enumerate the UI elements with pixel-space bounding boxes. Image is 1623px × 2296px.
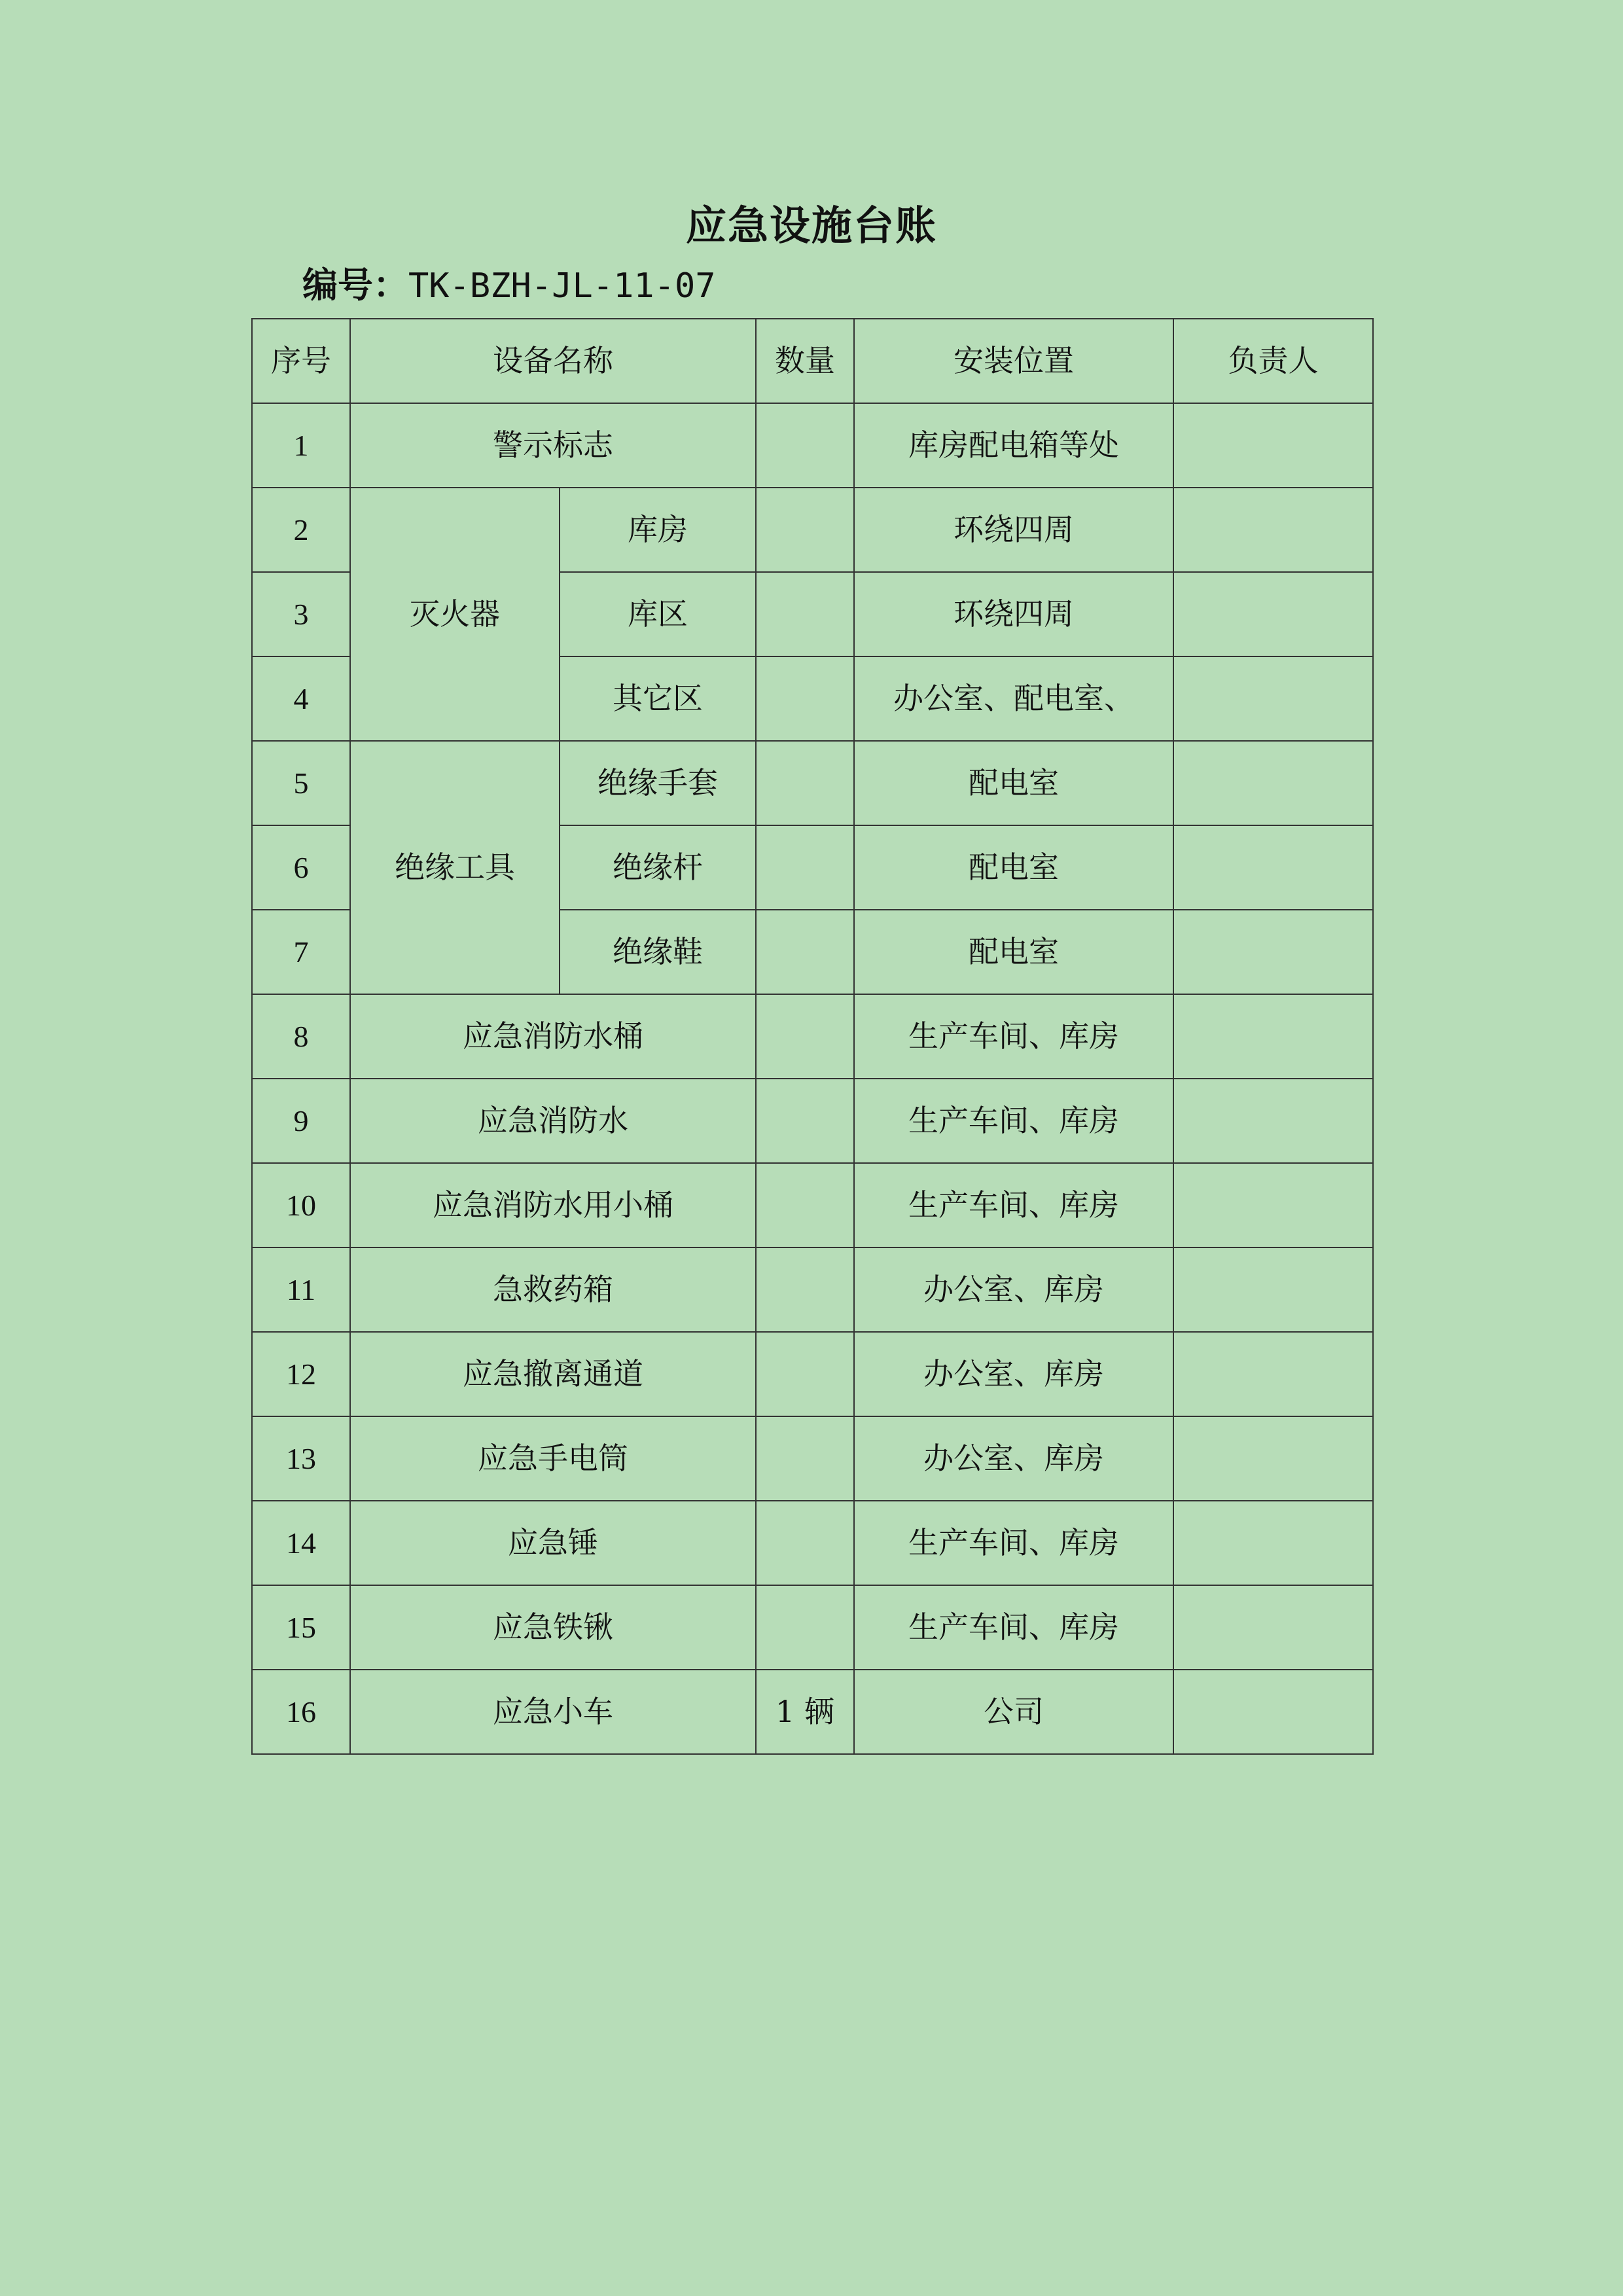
cell-equipment-name: 应急消防水桶 xyxy=(350,994,756,1079)
header-quantity: 数量 xyxy=(756,319,854,403)
cell-install-location: 配电室 xyxy=(854,825,1173,910)
cell-equipment-name: 其它区 xyxy=(560,656,756,741)
cell-equipment-name: 警示标志 xyxy=(350,403,756,488)
cell-install-location: 公司 xyxy=(854,1670,1173,1754)
cell-equipment-name: 绝缘手套 xyxy=(560,741,756,825)
cell-install-location: 生产车间、库房 xyxy=(854,1501,1173,1585)
header-responsible-person: 负责人 xyxy=(1173,319,1373,403)
cell-serial-no: 16 xyxy=(252,1670,350,1754)
cell-quantity xyxy=(756,994,854,1079)
header-serial-no: 序号 xyxy=(252,319,350,403)
cell-install-location: 生产车间、库房 xyxy=(854,1163,1173,1247)
cell-serial-no: 12 xyxy=(252,1332,350,1416)
cell-equipment-group-insulation-tools: 绝缘工具 xyxy=(350,741,560,994)
cell-responsible-person xyxy=(1173,910,1373,994)
table-row xyxy=(252,1585,1373,1670)
cell-quantity xyxy=(756,1332,854,1416)
cell-quantity xyxy=(756,1163,854,1247)
document-code-value: TK-BZH-JL-11-07 xyxy=(408,266,716,306)
cell-equipment-name: 应急手电筒 xyxy=(350,1416,756,1501)
cell-equipment-name: 应急锤 xyxy=(350,1501,756,1585)
cell-responsible-person xyxy=(1173,741,1373,825)
table-row xyxy=(252,1670,1373,1754)
cell-install-location: 配电室 xyxy=(854,741,1173,825)
cell-equipment-name: 绝缘鞋 xyxy=(560,910,756,994)
table-row xyxy=(252,1416,1373,1501)
cell-install-location: 办公室、库房 xyxy=(854,1247,1173,1332)
cell-install-location: 办公室、库房 xyxy=(854,1416,1173,1501)
equipment-ledger-table xyxy=(251,318,1374,1755)
cell-install-location: 环绕四周 xyxy=(854,572,1173,656)
cell-equipment-name: 应急消防水 xyxy=(350,1079,756,1163)
cell-quantity xyxy=(756,741,854,825)
cell-serial-no: 4 xyxy=(252,656,350,741)
cell-equipment-name: 绝缘杆 xyxy=(560,825,756,910)
cell-equipment-name: 应急小车 xyxy=(350,1670,756,1754)
cell-serial-no: 1 xyxy=(252,403,350,488)
cell-quantity xyxy=(756,403,854,488)
cell-quantity: 1 辆 xyxy=(756,1670,854,1754)
cell-responsible-person xyxy=(1173,994,1373,1079)
cell-quantity xyxy=(756,1416,854,1501)
cell-equipment-name: 库区 xyxy=(560,572,756,656)
cell-responsible-person xyxy=(1173,825,1373,910)
cell-quantity xyxy=(756,910,854,994)
document-code-label: 编号： xyxy=(302,264,408,306)
cell-install-location: 生产车间、库房 xyxy=(854,994,1173,1079)
cell-responsible-person xyxy=(1173,1247,1373,1332)
cell-responsible-person xyxy=(1173,1332,1373,1416)
cell-responsible-person xyxy=(1173,1416,1373,1501)
cell-serial-no: 15 xyxy=(252,1585,350,1670)
cell-equipment-name: 应急消防水用小桶 xyxy=(350,1163,756,1247)
cell-responsible-person xyxy=(1173,572,1373,656)
document-title: 应急设施台账 xyxy=(685,202,937,249)
cell-serial-no: 14 xyxy=(252,1501,350,1585)
table-row xyxy=(252,403,1373,488)
cell-quantity xyxy=(756,1247,854,1332)
cell-quantity xyxy=(756,488,854,572)
cell-install-location: 配电室 xyxy=(854,910,1173,994)
table-row xyxy=(252,741,1373,825)
cell-serial-no: 8 xyxy=(252,994,350,1079)
cell-equipment-group-fire-extinguisher: 灭火器 xyxy=(350,488,560,741)
cell-install-location: 办公室、库房 xyxy=(854,1332,1173,1416)
table-row xyxy=(252,1163,1373,1247)
cell-serial-no: 6 xyxy=(252,825,350,910)
cell-install-location: 库房配电箱等处 xyxy=(854,403,1173,488)
table-row xyxy=(252,1332,1373,1416)
cell-serial-no: 11 xyxy=(252,1247,350,1332)
cell-serial-no: 7 xyxy=(252,910,350,994)
cell-equipment-name: 应急铁锹 xyxy=(350,1585,756,1670)
cell-install-location: 环绕四周 xyxy=(854,488,1173,572)
cell-serial-no: 13 xyxy=(252,1416,350,1501)
cell-responsible-person xyxy=(1173,403,1373,488)
cell-quantity xyxy=(756,656,854,741)
cell-serial-no: 5 xyxy=(252,741,350,825)
cell-quantity xyxy=(756,1501,854,1585)
cell-serial-no: 2 xyxy=(252,488,350,572)
header-install-location: 安装位置 xyxy=(854,319,1173,403)
cell-equipment-name: 急救药箱 xyxy=(350,1247,756,1332)
cell-equipment-name: 库房 xyxy=(560,488,756,572)
cell-responsible-person xyxy=(1173,656,1373,741)
document-code xyxy=(302,259,716,312)
cell-quantity xyxy=(756,1585,854,1670)
table-header-row xyxy=(252,319,1373,403)
table-row xyxy=(252,1079,1373,1163)
cell-responsible-person xyxy=(1173,1501,1373,1585)
cell-quantity xyxy=(756,572,854,656)
cell-serial-no: 9 xyxy=(252,1079,350,1163)
cell-serial-no: 10 xyxy=(252,1163,350,1247)
table-row xyxy=(252,1247,1373,1332)
cell-responsible-person xyxy=(1173,1079,1373,1163)
cell-install-location: 生产车间、库房 xyxy=(854,1079,1173,1163)
cell-responsible-person xyxy=(1173,1585,1373,1670)
cell-equipment-name: 应急撤离通道 xyxy=(350,1332,756,1416)
table-row xyxy=(252,488,1373,572)
cell-quantity xyxy=(756,825,854,910)
cell-install-location: 生产车间、库房 xyxy=(854,1585,1173,1670)
cell-serial-no: 3 xyxy=(252,572,350,656)
cell-install-location: 办公室、配电室、 xyxy=(854,656,1173,741)
table-row xyxy=(252,994,1373,1079)
cell-responsible-person xyxy=(1173,1670,1373,1754)
cell-quantity xyxy=(756,1079,854,1163)
cell-responsible-person xyxy=(1173,1163,1373,1247)
table-row xyxy=(252,1501,1373,1585)
cell-responsible-person xyxy=(1173,488,1373,572)
header-equipment-name: 设备名称 xyxy=(350,319,756,403)
